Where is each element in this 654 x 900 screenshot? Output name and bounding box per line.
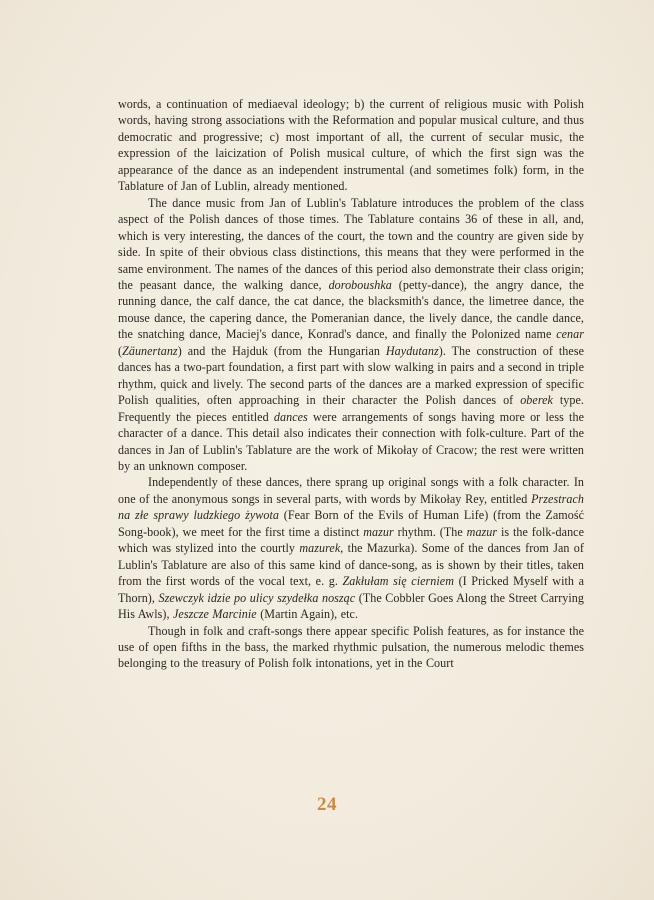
text-run: The dance music from Jan of Lublin's Tablature introduces the problem of the class aspect of the Polish dances of those times. The Tablature contains 36 of these in all, and, which is very interesting, the dances of the court, the town and the country are given side by side. In spite of their obvious class distinctions, this means that they were performed in the same environment. The names of the dances of this period also demonstrate their class origin; the peasant dance, the walking dance,	[118, 195, 584, 292]
italic-term: Zäunertanz	[122, 343, 178, 358]
text-run: ). The construction of these dances has a two-part foundation, a first part with slow walking in pairs and a second in triple rhythm, quick and lively. The second parts of the dances are a marked expression of specific Polish qualities, often approaching in their character the Polish dances of	[118, 343, 584, 408]
italic-term: mazurek	[299, 541, 341, 556]
italic-term: oberek	[520, 393, 553, 408]
paragraph	[118, 623, 584, 672]
italic-term: cenar	[556, 327, 584, 342]
italic-term: Zakłułam się cierniem	[342, 574, 455, 589]
italic-term: mazur	[363, 524, 394, 539]
text-run: (I Pricked Myself with a Thorn),	[118, 574, 584, 605]
italic-term: Przestrach na złe sprawy ludzkiego żywota	[118, 491, 584, 523]
text-run: is the folk-dance which was stylized into the courtly	[118, 524, 585, 556]
italic-term: Haydutanz	[385, 343, 439, 358]
text-run: ) and the Hajduk (from the Hungarian	[177, 343, 386, 358]
text-run: Independently of these dances, there sprang up original songs with a folk character. In one of the anonymous songs in several parts, with words by Mikołay Rey, entitled	[118, 475, 584, 506]
text-run: Though in folk and craft-songs there appear specific Polish features, as for instance the use of open fifths in the bass, the marked rhythmic pulsation, the numerous melodic themes belonging to the treasury of Polish folk intonations, yet in the Court	[118, 623, 584, 671]
italic-term: Jeszcze Marcinie	[173, 607, 257, 622]
page-number: 24	[317, 794, 337, 815]
text-run: , the Mazurka). Some of the dances from Jan of Lublin's Tablature are also of this same kind of dance-song, as is shown by their titles, taken from the first words of the vocal text, e. g.	[118, 541, 584, 589]
text-run: (	[118, 343, 123, 358]
text-run: type. Frequently the pieces entitled	[118, 393, 584, 424]
text-run: (Fear Born of the Evils of Human Life) (from the Zamość Song-book), we meet for the first time a distinct	[118, 508, 585, 539]
text-run: rhythm. (The	[393, 524, 467, 539]
text-run: were arrangements of songs having more or less the character of a dance. This detail also indicates their connection with folk-culture. Part of the dances in Jan of Lublin's Tablature are the work of Mikołay of Cracow; the rest were written by an unknown composer.	[118, 409, 584, 473]
text-run: (The Cobbler Goes Along the Street Carrying His Awls),	[118, 590, 584, 622]
italic-term: Szewczyk idzie po ulicy szydełka nosząc	[158, 590, 356, 605]
italic-term: mazur	[466, 524, 498, 539]
paragraph	[118, 195, 584, 475]
body-text	[118, 96, 584, 672]
paragraph	[118, 96, 584, 195]
italic-term: dances	[273, 409, 308, 424]
text-run: words, a continuation of mediaeval ideology; b) the current of religious music with Polish words, having strong associations with the Reformation and popular musical culture, and thus democratic and progressive; c) most important of all, the current of secular music, the expression of the laicization of Polish musical culture, of which the first sign was the appearance of the dance as an independent instrumental (and sometimes folk) form, in the Tablature of Jan of Lublin, already mentioned.	[118, 97, 584, 194]
text-run: (Martin Again), etc.	[256, 607, 359, 622]
italic-term: doroboushka	[328, 277, 392, 292]
text-run: (petty-dance), the angry dance, the running dance, the calf dance, the cat dance, the blacksmith's dance, the limetree dance, the mouse dance, the capering dance, the Pomeranian dance, the lively dance, the candle dance, the snatching dance, Maciej's dance, Konrad's dance, and finally the Polonized name	[118, 277, 584, 342]
paragraph	[118, 474, 584, 622]
